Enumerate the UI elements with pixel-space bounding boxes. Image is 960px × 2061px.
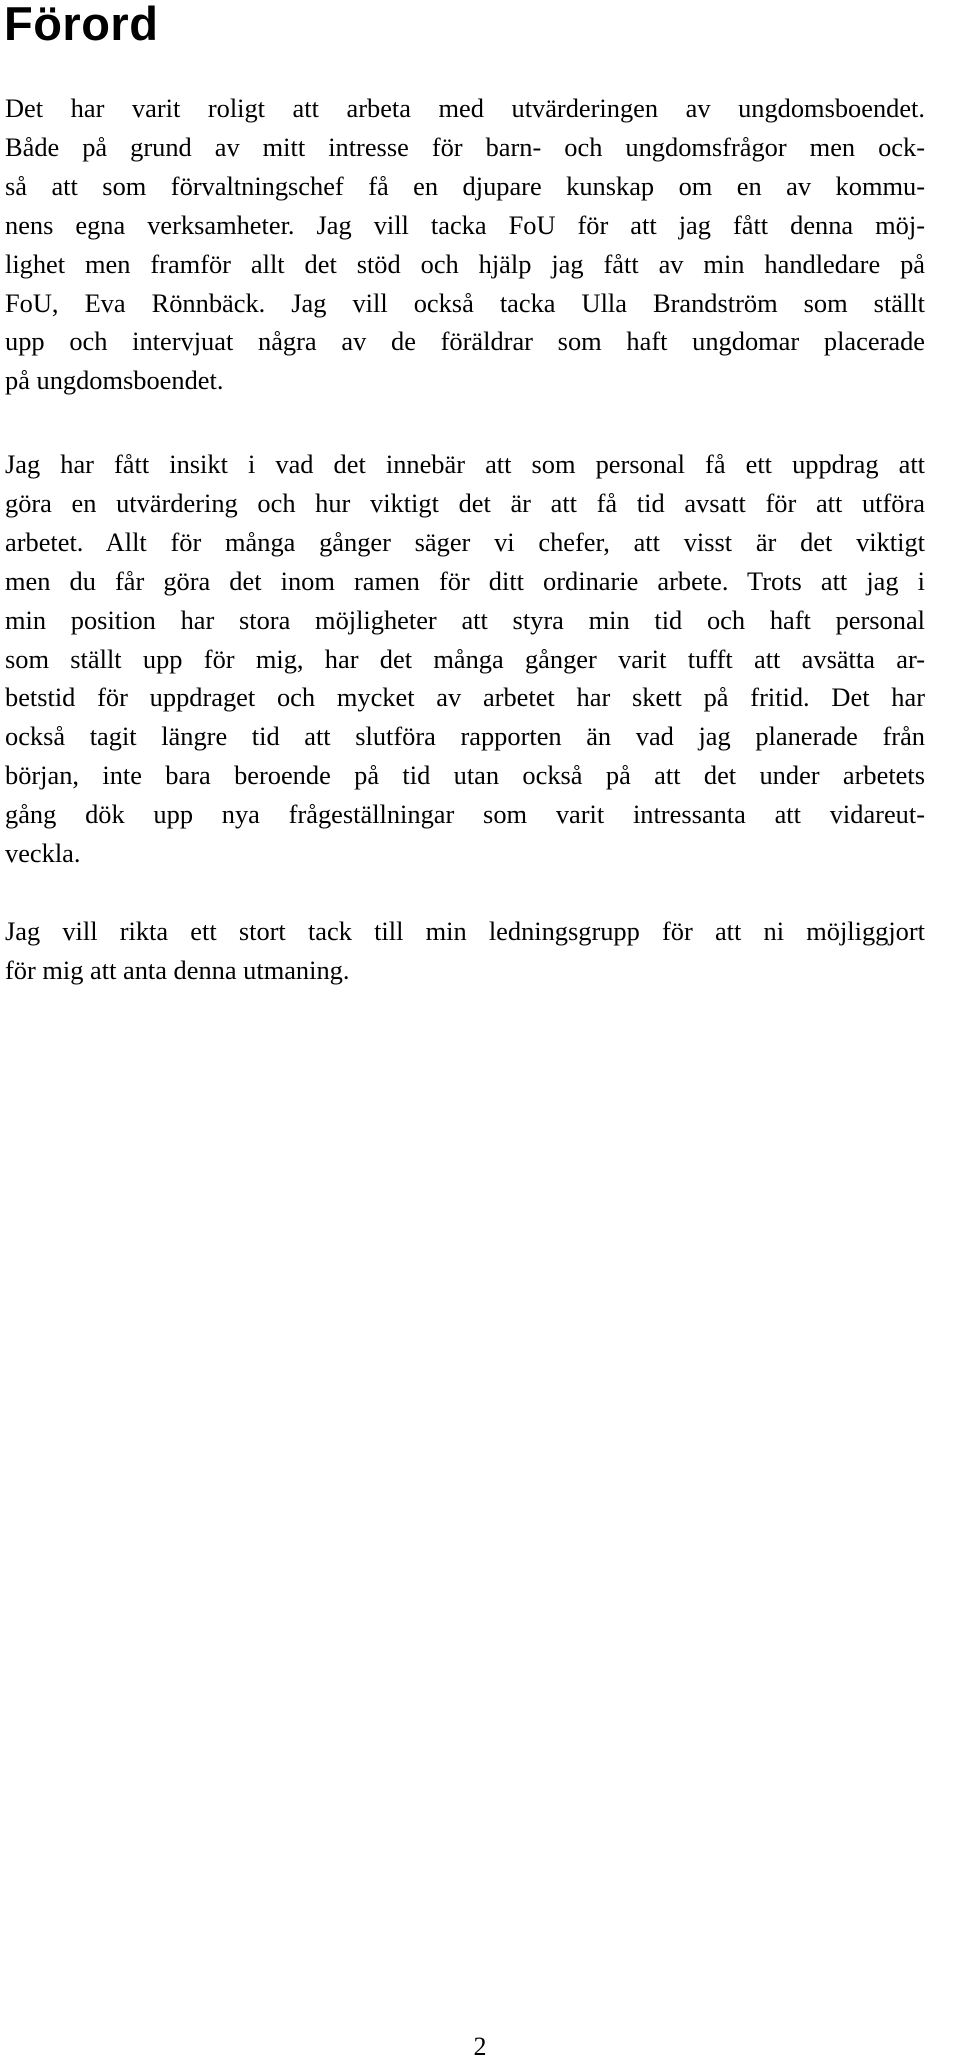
text-line: min position har stora möjligheter att styra min tid och haft personal <box>5 604 925 635</box>
text-line: FoU, Eva Rönnbäck. Jag vill också tacka Ulla Brandström som ställt <box>5 287 925 318</box>
text-line: på ungdomsboendet. <box>5 365 224 396</box>
text-line: lighet men framför allt det stöd och hjälp jag fått av min handledare på <box>5 248 925 279</box>
text-line: arbetet. Allt för många gånger säger vi chefer, att visst är det viktigt <box>5 526 925 557</box>
paragraph-thanks <box>5 912 925 990</box>
text-line: för mig att anta denna utmaning. <box>5 954 350 985</box>
paragraph-insight <box>5 445 925 873</box>
text-line: nens egna verksamheter. Jag vill tacka FoU för att jag fått denna möj- <box>5 209 925 240</box>
text-line: veckla. <box>5 838 81 869</box>
text-line: Jag har fått insikt i vad det innebär att som personal få ett uppdrag att <box>5 449 925 479</box>
paragraph-acknowledgement <box>5 89 925 400</box>
text-line: göra en utvärdering och hur viktigt det är att få tid avsatt för att utföra <box>5 487 925 518</box>
text-line: Det har varit roligt att arbeta med utvärderingen av ungdomsboendet. <box>5 93 925 123</box>
text-line: som ställt upp för mig, har det många gånger varit tufft att avsätta ar- <box>5 643 925 674</box>
text-line: betstid för uppdraget och mycket av arbetet har skett på fritid. Det har <box>5 682 925 713</box>
page-number: 2 <box>473 2032 487 2061</box>
text-line: upp och intervjuat några av de föräldrar som haft ungdomar placerade <box>5 326 925 357</box>
text-line: gång dök upp nya frågeställningar som varit intressanta att vidareut- <box>5 799 925 830</box>
text-line: också tagit längre tid att slutföra rapporten än vad jag planerade från <box>5 721 925 752</box>
text-line: början, inte bara beroende på tid utan också på att det under arbetets <box>5 760 925 791</box>
text-line: så att som förvaltningschef få en djupare kunskap om en av kommu- <box>5 170 925 201</box>
page-title: Förord <box>4 0 159 50</box>
text-line: Både på grund av mitt intresse för barn- och ungdomsfrågor men ock- <box>5 131 925 162</box>
text-line: men du får göra det inom ramen för ditt ordinarie arbete. Trots att jag i <box>5 565 925 596</box>
text-line: Jag vill rikta ett stort tack till min ledningsgrupp för att ni möjliggjort <box>5 916 925 946</box>
